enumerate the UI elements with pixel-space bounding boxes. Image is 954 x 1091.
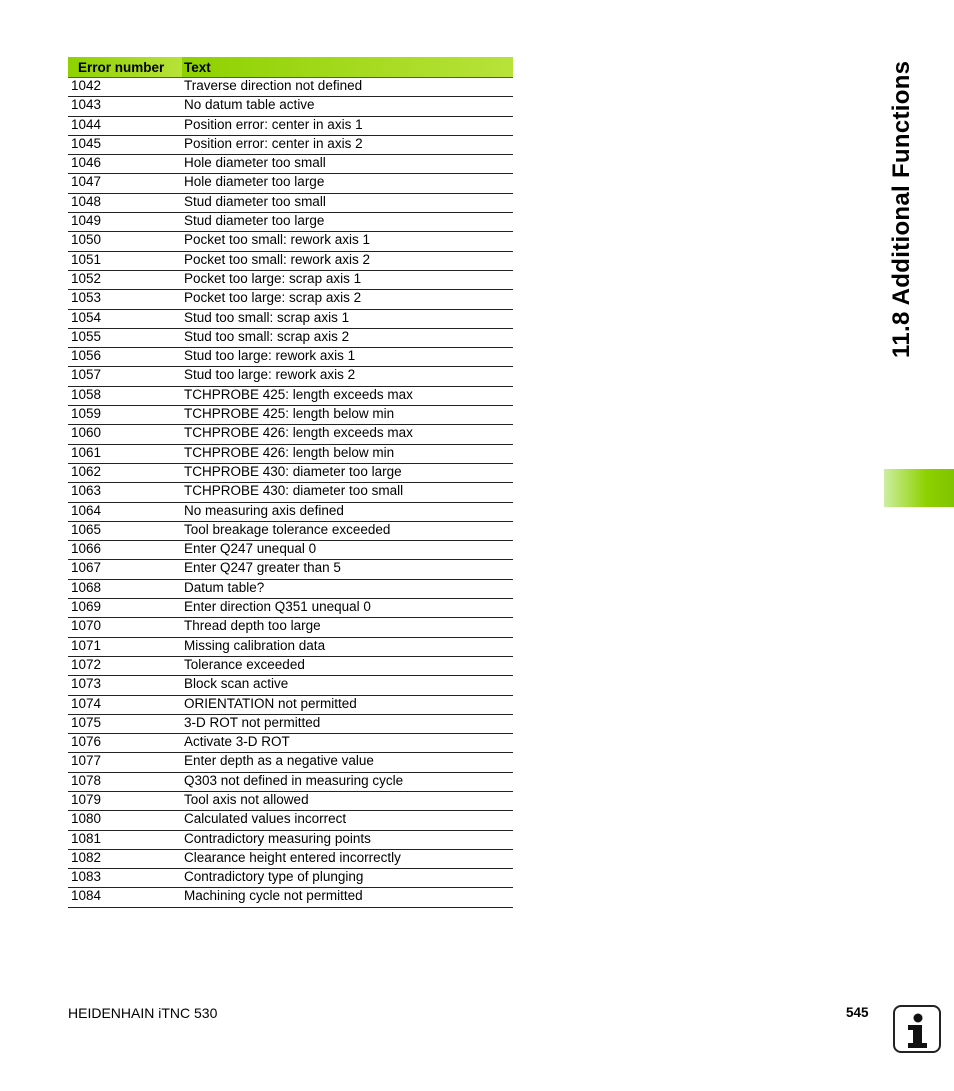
table-row: [68, 135, 513, 154]
table-row: [68, 270, 513, 289]
error-text-cell: Hole diameter too large: [182, 174, 513, 193]
table-row: [68, 656, 513, 675]
table-row: [68, 78, 513, 97]
error-text-cell: TCHPROBE 426: length exceeds max: [182, 425, 513, 444]
table-row: [68, 772, 513, 791]
error-number-cell: 1065: [68, 521, 182, 540]
error-text-cell: Contradictory measuring points: [182, 830, 513, 849]
error-text-cell: ORIENTATION not permitted: [182, 695, 513, 714]
error-number-cell: 1066: [68, 541, 182, 560]
table-row: [68, 811, 513, 830]
table-body: [68, 78, 513, 908]
error-text-cell: Enter Q247 unequal 0: [182, 541, 513, 560]
error-text-cell: Stud too large: rework axis 2: [182, 367, 513, 386]
error-text-cell: Stud too large: rework axis 1: [182, 348, 513, 367]
error-text-cell: Stud too small: scrap axis 2: [182, 328, 513, 347]
table-row: [68, 849, 513, 868]
table-row: [68, 444, 513, 463]
error-number-cell: 1049: [68, 213, 182, 232]
error-number-cell: 1083: [68, 869, 182, 888]
table-row: [68, 637, 513, 656]
error-text-cell: Enter Q247 greater than 5: [182, 560, 513, 579]
error-text-cell: Position error: center in axis 2: [182, 135, 513, 154]
error-number-cell: 1060: [68, 425, 182, 444]
table-row: [68, 714, 513, 733]
error-text-cell: Activate 3-D ROT: [182, 734, 513, 753]
table-row: [68, 251, 513, 270]
error-number-cell: 1047: [68, 174, 182, 193]
error-text-cell: TCHPROBE 426: length below min: [182, 444, 513, 463]
table-row: [68, 290, 513, 309]
error-number-cell: 1075: [68, 714, 182, 733]
error-number-cell: 1074: [68, 695, 182, 714]
error-text-cell: Calculated values incorrect: [182, 811, 513, 830]
error-number-cell: 1076: [68, 734, 182, 753]
table-row: [68, 213, 513, 232]
table-row: [68, 521, 513, 540]
error-number-cell: 1079: [68, 791, 182, 810]
error-number-cell: 1069: [68, 599, 182, 618]
table-row: [68, 386, 513, 405]
table-row: [68, 830, 513, 849]
error-text-cell: Traverse direction not defined: [182, 78, 513, 97]
error-number-cell: 1061: [68, 444, 182, 463]
error-number-cell: 1080: [68, 811, 182, 830]
table-row: [68, 309, 513, 328]
error-text-cell: Thread depth too large: [182, 618, 513, 637]
error-number-cell: 1048: [68, 193, 182, 212]
error-number-cell: 1063: [68, 483, 182, 502]
error-number-cell: 1081: [68, 830, 182, 849]
error-text-cell: Tolerance exceeded: [182, 656, 513, 675]
table-row: [68, 348, 513, 367]
error-text-cell: Tool axis not allowed: [182, 791, 513, 810]
table-row: [68, 406, 513, 425]
table-row: [68, 599, 513, 618]
error-text-cell: Datum table?: [182, 579, 513, 598]
error-number-cell: 1042: [68, 78, 182, 97]
table-row: [68, 367, 513, 386]
table-row: [68, 193, 513, 212]
table-row: [68, 463, 513, 482]
error-text-cell: Stud diameter too small: [182, 193, 513, 212]
error-table: [68, 57, 513, 908]
table-row: [68, 155, 513, 174]
error-number-cell: 1053: [68, 290, 182, 309]
error-text-cell: TCHPROBE 430: diameter too large: [182, 463, 513, 482]
table-row: [68, 483, 513, 502]
error-number-cell: 1051: [68, 251, 182, 270]
error-number-cell: 1082: [68, 849, 182, 868]
error-text-cell: Block scan active: [182, 676, 513, 695]
table-row: [68, 116, 513, 135]
table-row: [68, 791, 513, 810]
error-number-cell: 1046: [68, 155, 182, 174]
error-text-cell: Machining cycle not permitted: [182, 888, 513, 907]
table-row: [68, 888, 513, 907]
error-text-cell: 3-D ROT not permitted: [182, 714, 513, 733]
chapter-title: 11.8 Additional Functions: [888, 60, 915, 358]
table-row: [68, 753, 513, 772]
error-number-cell: 1050: [68, 232, 182, 251]
header-error-number: Error number: [68, 57, 182, 78]
error-number-cell: 1055: [68, 328, 182, 347]
table-row: [68, 734, 513, 753]
error-text-cell: Enter direction Q351 unequal 0: [182, 599, 513, 618]
chapter-tab-marker: [884, 469, 954, 507]
error-text-cell: Contradictory type of plunging: [182, 869, 513, 888]
error-text-cell: TCHPROBE 425: length exceeds max: [182, 386, 513, 405]
error-text-cell: Missing calibration data: [182, 637, 513, 656]
error-text-cell: TCHPROBE 425: length below min: [182, 406, 513, 425]
error-text-cell: Pocket too large: scrap axis 2: [182, 290, 513, 309]
error-text-cell: No measuring axis defined: [182, 502, 513, 521]
error-number-cell: 1044: [68, 116, 182, 135]
table-header-row: [68, 57, 513, 78]
error-text-cell: Q303 not defined in measuring cycle: [182, 772, 513, 791]
error-text-cell: Stud diameter too large: [182, 213, 513, 232]
error-number-cell: 1078: [68, 772, 182, 791]
error-number-cell: 1052: [68, 270, 182, 289]
error-number-cell: 1056: [68, 348, 182, 367]
error-text-cell: Pocket too small: rework axis 2: [182, 251, 513, 270]
info-icon: [893, 1005, 941, 1053]
error-number-cell: 1058: [68, 386, 182, 405]
table-row: [68, 328, 513, 347]
error-number-cell: 1043: [68, 97, 182, 116]
error-number-cell: 1064: [68, 502, 182, 521]
table-row: [68, 869, 513, 888]
table-row: [68, 425, 513, 444]
error-number-cell: 1073: [68, 676, 182, 695]
table-row: [68, 541, 513, 560]
error-text-cell: Enter depth as a negative value: [182, 753, 513, 772]
table-row: [68, 502, 513, 521]
footer-brand: HEIDENHAIN iTNC 530: [68, 1005, 218, 1021]
table-row: [68, 232, 513, 251]
error-text-cell: Position error: center in axis 1: [182, 116, 513, 135]
error-number-cell: 1054: [68, 309, 182, 328]
error-number-cell: 1077: [68, 753, 182, 772]
error-text-cell: Hole diameter too small: [182, 155, 513, 174]
error-number-cell: 1071: [68, 637, 182, 656]
header-text: Text: [182, 57, 513, 78]
table-row: [68, 676, 513, 695]
error-text-cell: No datum table active: [182, 97, 513, 116]
error-text-cell: TCHPROBE 430: diameter too small: [182, 483, 513, 502]
table-row: [68, 97, 513, 116]
table-row: [68, 579, 513, 598]
error-number-cell: 1072: [68, 656, 182, 675]
error-number-cell: 1057: [68, 367, 182, 386]
error-number-cell: 1068: [68, 579, 182, 598]
table-header: [68, 57, 513, 78]
error-text-cell: Pocket too small: rework axis 1: [182, 232, 513, 251]
error-number-cell: 1084: [68, 888, 182, 907]
error-text-cell: Pocket too large: scrap axis 1: [182, 270, 513, 289]
error-text-cell: Stud too small: scrap axis 1: [182, 309, 513, 328]
error-number-cell: 1045: [68, 135, 182, 154]
error-number-cell: 1062: [68, 463, 182, 482]
error-text-cell: Tool breakage tolerance exceeded: [182, 521, 513, 540]
error-number-cell: 1070: [68, 618, 182, 637]
page-number: 545: [846, 1005, 869, 1020]
table-row: [68, 618, 513, 637]
error-number-cell: 1059: [68, 406, 182, 425]
table-row: [68, 695, 513, 714]
table-row: [68, 560, 513, 579]
error-text-cell: Clearance height entered incorrectly: [182, 849, 513, 868]
error-number-cell: 1067: [68, 560, 182, 579]
table-row: [68, 174, 513, 193]
